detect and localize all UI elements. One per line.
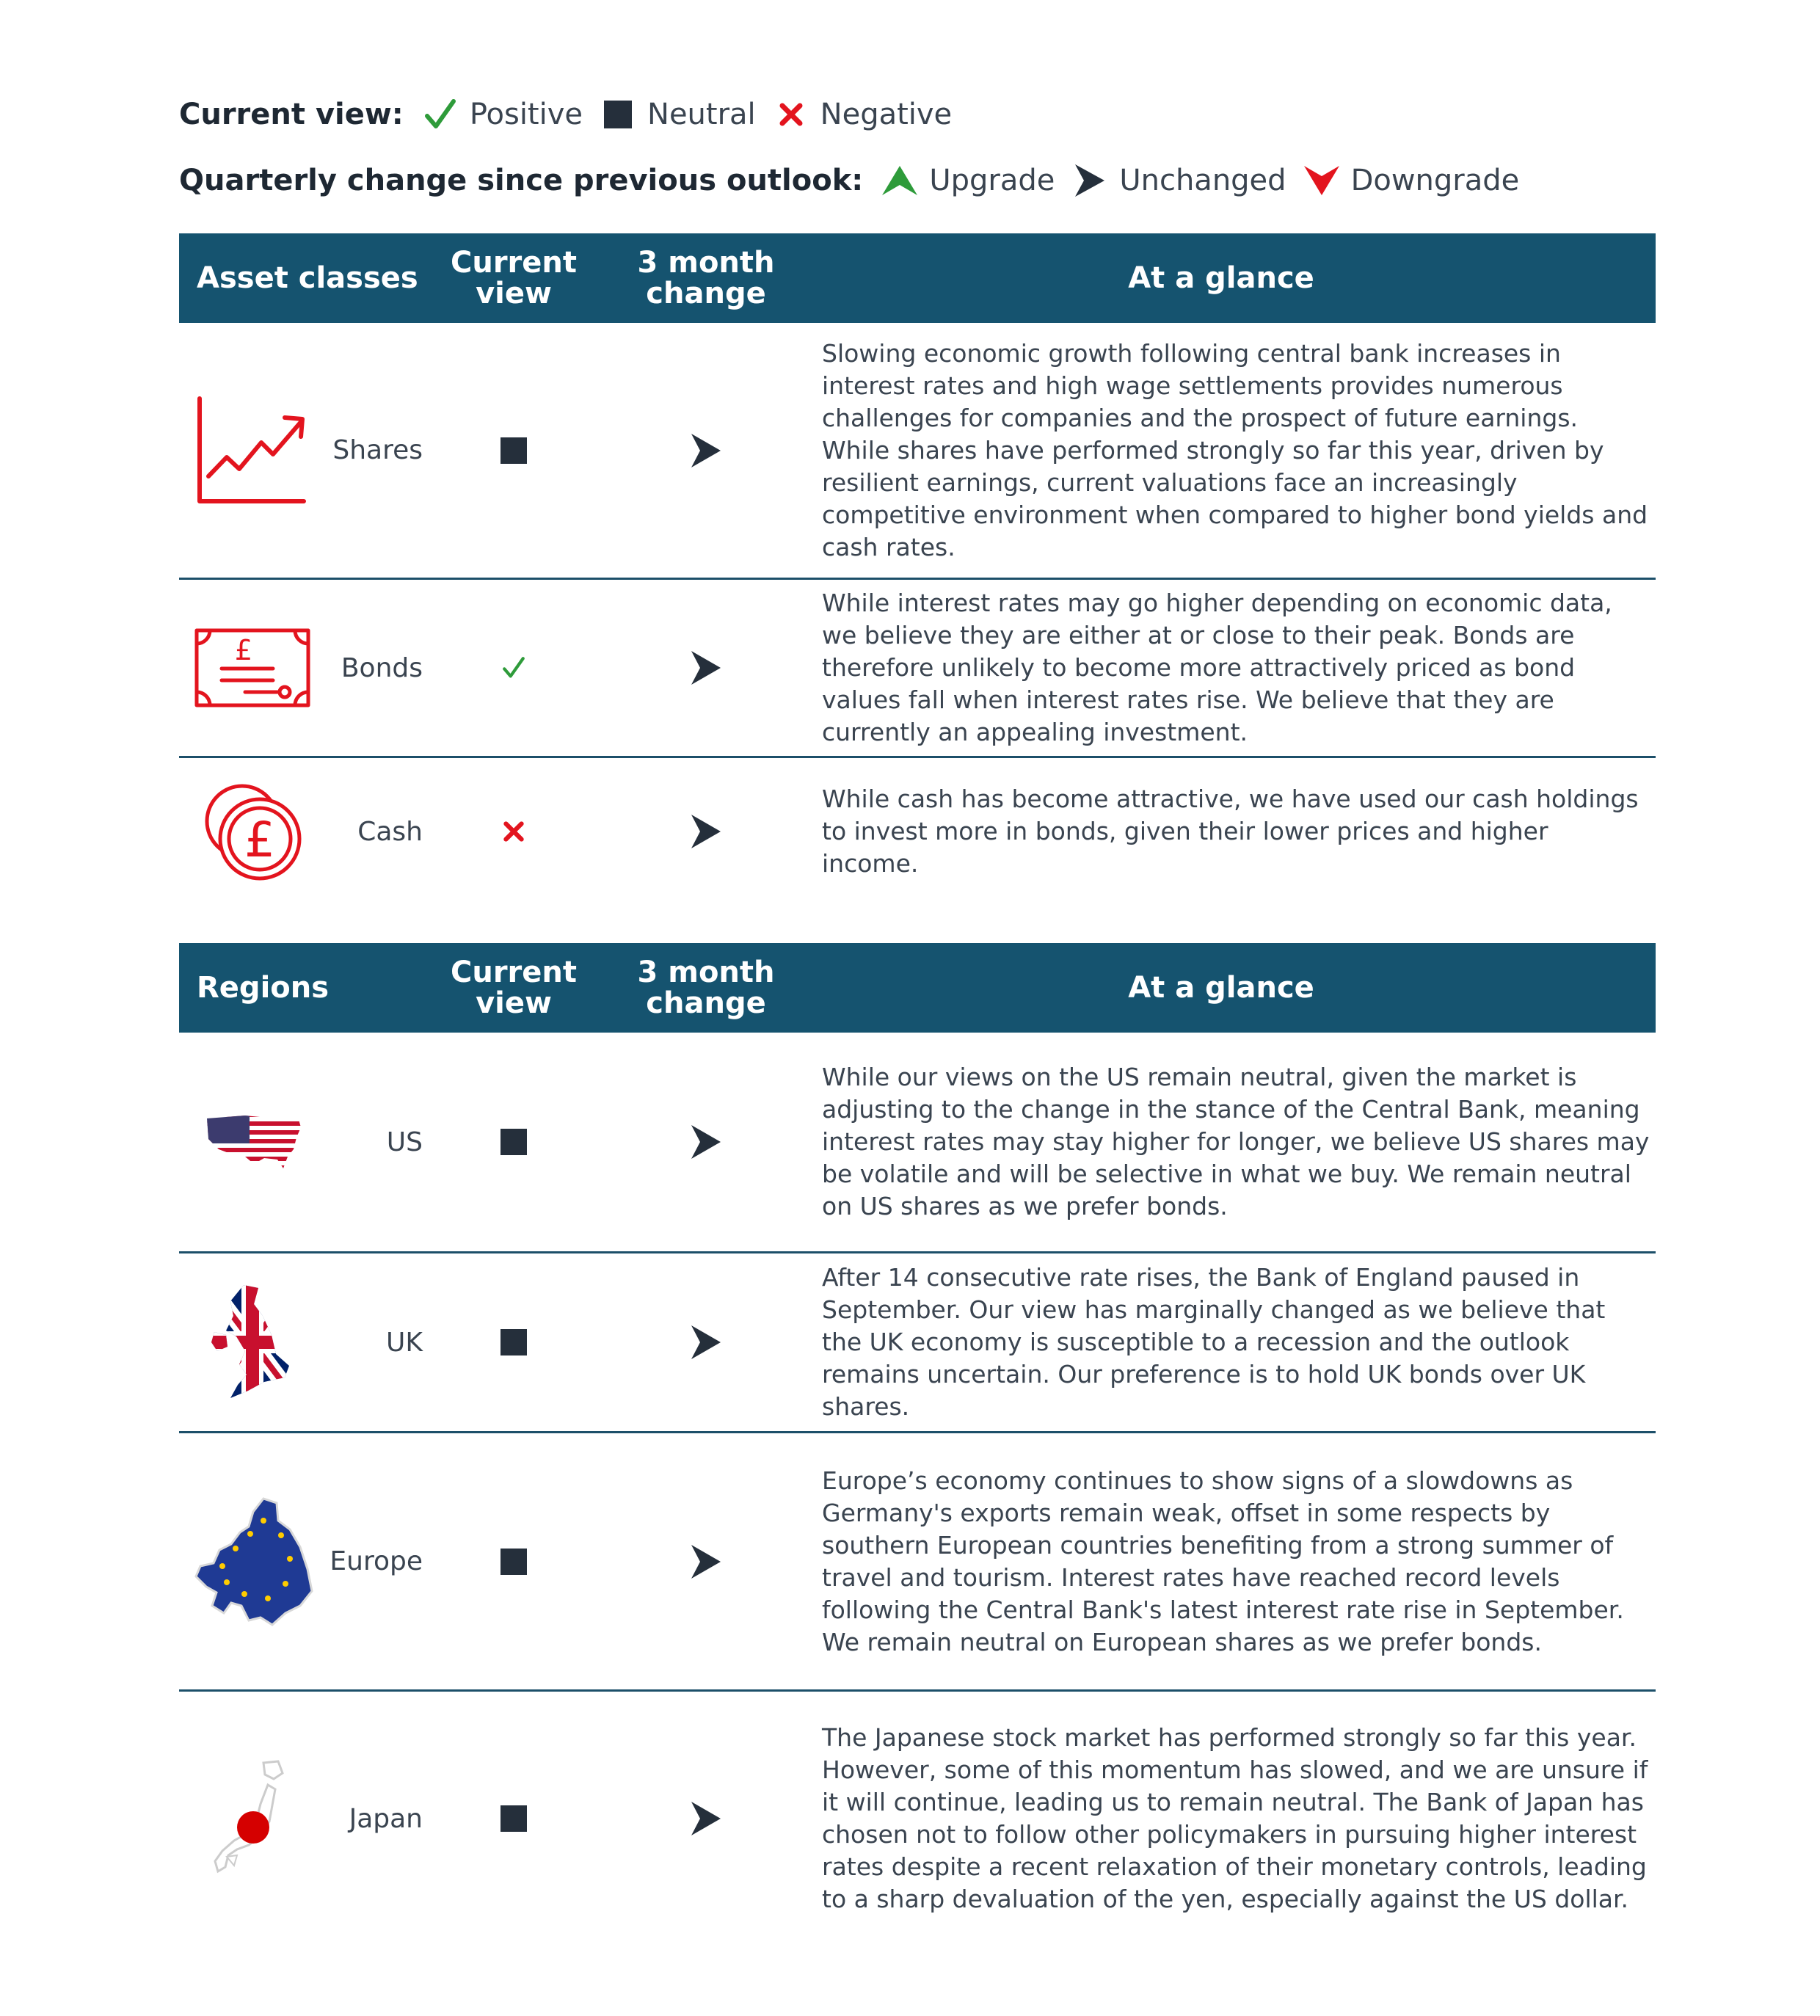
current-view-neutral — [473, 1692, 555, 1946]
cross-icon — [503, 820, 525, 843]
row-label: UK — [386, 1327, 423, 1358]
header-3-month-change: 3 month change — [637, 956, 775, 1020]
row-label: Japan — [349, 1803, 423, 1834]
check-icon — [501, 655, 526, 680]
square-icon — [599, 95, 637, 134]
header-asset-classes: Asset classes — [197, 261, 418, 295]
table-row-shares — [179, 323, 1656, 580]
current-view-negative — [473, 758, 555, 905]
cross-icon — [772, 95, 810, 134]
row-label: Shares — [332, 435, 423, 465]
table-row-us — [179, 1033, 1656, 1253]
unchanged-arrow-icon — [691, 1802, 721, 1835]
current-view-positive — [473, 580, 555, 756]
svg-text:£: £ — [234, 634, 253, 666]
asset-classes-table — [179, 233, 1656, 905]
legend-neutral-label: Neutral — [647, 98, 756, 131]
legend-unchanged — [1071, 161, 1286, 200]
legend-title: Current view: — [179, 98, 404, 131]
unchanged-arrow-icon — [1071, 161, 1109, 200]
downgrade-arrow-icon — [1303, 161, 1341, 200]
square-icon — [500, 1129, 527, 1155]
upgrade-arrow-icon — [881, 161, 919, 200]
row-label: US — [386, 1127, 423, 1157]
change-unchanged — [669, 323, 743, 578]
legend-negative — [772, 95, 953, 134]
table-header — [179, 943, 1656, 1033]
legend-downgrade — [1303, 161, 1520, 200]
change-unchanged — [669, 1692, 743, 1946]
square-icon — [500, 1329, 527, 1355]
change-unchanged — [669, 1433, 743, 1689]
legend-upgrade — [881, 161, 1055, 200]
change-unchanged — [669, 580, 743, 756]
unchanged-arrow-icon — [691, 815, 721, 848]
legend-change-title: Quarterly change since previous outlook: — [179, 164, 864, 197]
change-unchanged — [669, 758, 743, 905]
legend-upgrade-label: Upgrade — [929, 164, 1055, 197]
line-chart-icon — [179, 323, 326, 578]
current-view-neutral — [473, 1253, 555, 1431]
row-description: Slowing economic growth following central bank increases in interest rates and high wage settlements provides numerous challenges for companies and the prospect of future earnings. While shares have performed strongly so far this year, driven by resilient earnings, current valuations face an increasingly competitive environment when compared to higher bond yields and cash rates. — [822, 338, 1648, 561]
row-description: While our views on the US remain neutral, given the market is adjusting to the change in the stance of the Central Bank, meaning interest rates may stay higher for longer, we believe US shares may be volatile and will be selective in what we buy. We remain neutral on US shares as we prefer bonds. — [822, 1063, 1650, 1220]
header-at-a-glance: At a glance — [1128, 971, 1314, 1005]
table-row-bonds — [179, 580, 1656, 758]
legend-positive-label: Positive — [469, 98, 583, 131]
square-icon — [500, 437, 527, 464]
current-view-legend — [179, 95, 968, 134]
row-label: Bonds — [341, 652, 423, 683]
unchanged-arrow-icon — [691, 434, 721, 467]
unchanged-arrow-icon — [691, 1545, 721, 1579]
header-current-view: Current view — [451, 956, 578, 1020]
square-icon — [500, 1805, 527, 1832]
current-view-neutral — [473, 1033, 555, 1251]
legend-downgrade-label: Downgrade — [1350, 164, 1520, 197]
row-description: While cash has become attractive, we have used our cash holdings to invest more in bonds, given their lower prices and higher income. — [822, 785, 1639, 878]
row-label: Cash — [357, 816, 423, 847]
change-unchanged — [669, 1253, 743, 1431]
table-row-uk — [179, 1253, 1656, 1433]
unchanged-arrow-icon — [691, 1125, 721, 1159]
check-icon — [421, 95, 459, 134]
table-row-japan — [179, 1692, 1656, 1946]
row-description: Europe’s economy continues to show signs of a slowdowns as Germany's exports remain weak, offset in some respects by southern European countries benefiting from a strong summer of travel and tourism. Interest rates have reached record levels following the Central Bank's latest interest rate rise in September. We remain neutral on European shares as we prefer bonds. — [822, 1466, 1624, 1656]
legend-negative-label: Negative — [820, 98, 953, 131]
current-view-neutral — [473, 323, 555, 578]
current-view-neutral — [473, 1433, 555, 1689]
eu-flag-map-icon — [179, 1433, 326, 1689]
japan-flag-map-icon — [179, 1692, 326, 1946]
row-description: While interest rates may go higher depending on economic data, we believe they are either at or close to their peak. Bonds are therefore unlikely to become more attractively priced as bond values fall when interest rates rise. We believe that they are currently an appealing investment. — [822, 589, 1612, 746]
svg-text:£: £ — [244, 812, 275, 868]
table-header — [179, 233, 1656, 323]
row-label: Europe — [330, 1546, 423, 1576]
table-row-europe — [179, 1433, 1656, 1692]
row-description: The Japanese stock market has performed strongly so far this year. However, some of this momentum has slowed, and we are unsure if it will continue, leading us to remain neutral. The Bank of Japan has chosen not to follow other policymakers in pursuing higher interest rates despite a recent relaxation of their monetary controls, leading to a sharp devaluation of the yen, especially against the US dollar. — [822, 1723, 1648, 1913]
bond-certificate-icon — [179, 580, 326, 756]
unchanged-arrow-icon — [691, 651, 721, 685]
us-flag-map-icon — [179, 1033, 326, 1251]
legend-unchanged-label: Unchanged — [1119, 164, 1286, 197]
uk-flag-map-icon — [179, 1253, 326, 1431]
header-regions: Regions — [197, 971, 330, 1005]
legend-positive — [421, 95, 583, 134]
row-description: After 14 consecutive rate rises, the Bank of England paused in September. Our view has marginally changed as we believe that the UK economy is susceptible to a recession and the outlook remains uncertain. Our preference is to hold UK bonds over UK shares. — [822, 1263, 1606, 1421]
regions-table — [179, 943, 1656, 1946]
quarterly-change-legend — [179, 161, 1535, 200]
unchanged-arrow-icon — [691, 1325, 721, 1359]
square-icon — [500, 1549, 527, 1575]
change-unchanged — [669, 1033, 743, 1251]
header-at-a-glance: At a glance — [1128, 261, 1314, 295]
table-row-cash — [179, 758, 1656, 905]
header-current-view: Current view — [451, 246, 578, 310]
pound-coins-icon — [179, 758, 326, 905]
legend-neutral — [599, 95, 756, 134]
header-3-month-change: 3 month change — [637, 246, 775, 310]
